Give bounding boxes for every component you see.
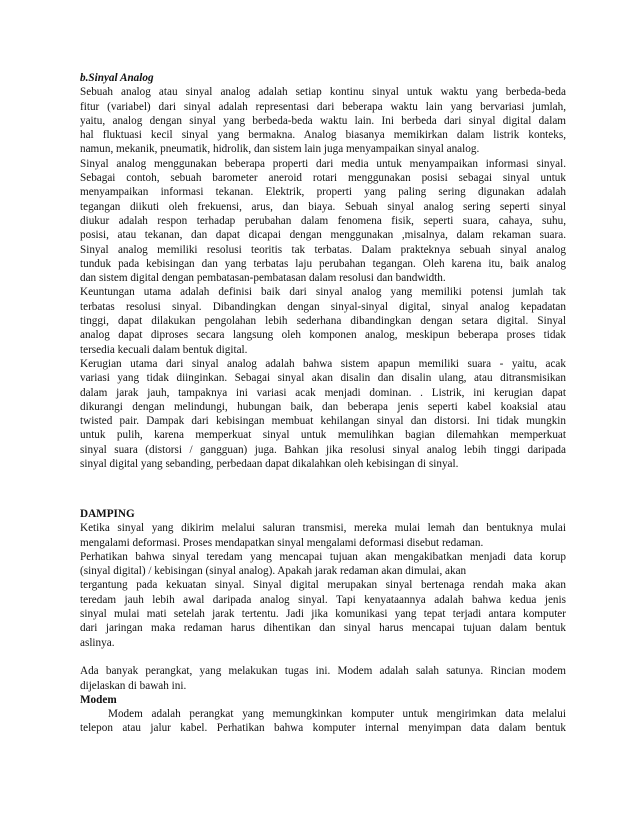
paragraph-line: twisted pair. Dampak dari kebisingan membuat kehilangan sinyal dan distorsi. Ini tidak mungkin bbox=[80, 415, 566, 428]
paragraph-line: Modem adalah perangkat yang memungkinkan komputer untuk mengirimkan data melalui bbox=[108, 708, 566, 721]
paragraph-line: Sebagai contoh, sebuah barometer aneroid rotari menggunakan posisi sebagai sinyal untuk bbox=[80, 172, 566, 185]
paragraph-line: sinyal mulai mati setelah jarak tertentu. Jadi jika komunikasi yang tepat terjadi antara komputer bbox=[80, 608, 566, 621]
paragraph-line: Kerugian utama dari sinyal analog adalah bahwa sistem apapun memiliki suara - yaitu, acak bbox=[80, 357, 566, 370]
paragraph-line: dijelaskan di bawah ini. bbox=[80, 679, 187, 692]
paragraph-line: fitur (variabel) dari sinyal adalah representasi dari beberapa waktu lain yang bervariasi jumlah, bbox=[80, 100, 566, 113]
paragraph-line: Ada banyak perangkat, yang melakukan tugas ini. Modem adalah salah satunya. Rincian modem bbox=[80, 665, 566, 678]
paragraph-line: dalam jarak jauh, tampaknya ini variasi acak menjadi dominan. . Listrik, ini kerugian dapat bbox=[80, 386, 566, 399]
paragraph-line: Sebuah analog atau sinyal analog adalah setiap kontinu sinyal untuk waktu yang berbeda-beda bbox=[80, 86, 566, 99]
paragraph-line: Ketika sinyal yang dikirim melalui saluran transmisi, mereka mulai lemah dan bentuknya mulai bbox=[80, 522, 566, 535]
paragraph-line: diukur adalah respon terhadap perubahan dalam fenomena fisik, seperti suara, cahaya, suhu, bbox=[80, 214, 566, 227]
paragraph-line: sinyal suara (distorsi / gangguan) juga. Bahkan jika resolusi sinyal analog lebih tinggi daripada bbox=[80, 443, 566, 456]
section-heading: b.Sinyal Analog bbox=[80, 72, 154, 84]
paragraph-line: telepon atau jalur kabel. Perhatikan bahwa komputer internal menyimpan data dalam bentuk bbox=[80, 722, 566, 735]
paragraph-line: posisi, atau tekanan, dan dapat dicapai dengan menggunakan ,misalnya, dalam rekaman suara. bbox=[80, 229, 566, 242]
paragraph-line: Keuntungan utama adalah definisi baik dari sinyal analog yang memiliki potensi jumlah tak bbox=[80, 286, 566, 299]
paragraph-line: yaitu, analog dengan sinyal yang berbeda-beda waktu lain. Ini berbeda dari sinyal digital dalam bbox=[80, 114, 566, 127]
paragraph-line: tegangan diikuti oleh frekuensi, arus, dan biaya. Sebuah sinyal analog sering seperti sinyal bbox=[80, 200, 566, 213]
paragraph-line: dikurangi dengan melindungi, hubungan baik, dan beberapa jenis seperti kabel koaksial atau bbox=[80, 400, 566, 413]
paragraph-line: Perhatikan bahwa sinyal teredam yang mencapai tujuan akan mengakibatkan menjadi data korup bbox=[80, 550, 566, 563]
paragraph-line: tinggi, dapat dilakukan pengolahan lebih sederhana dibandingkan dengan setara digital. Sinyal bbox=[80, 315, 566, 328]
paragraph-line: Sinyal analog menggunakan beberapa properti dari media untuk menyampaikan informasi sinyal. bbox=[80, 157, 566, 170]
paragraph-line: tunduk pada kebisingan dan yang terbatas laju perubahan tegangan. Oleh karena itu, baik analog bbox=[80, 257, 566, 270]
paragraph-line: dan sistem digital dengan pembatasan-pembatasan dalam resolusi dan bandwidth. bbox=[80, 272, 446, 285]
paragraph-line: menyampaikan informasi tekanan. Elektrik, properti yang paling sering digunakan adalah bbox=[80, 186, 566, 199]
section-damping bbox=[80, 507, 566, 736]
paragraph-gap bbox=[80, 650, 566, 664]
paragraph-line: tergantung pada kekuatan sinyal. Sinyal digital merupakan sinyal bertenaga rendah maka akan bbox=[80, 579, 566, 592]
paragraph-line: terbatas resolusi sinyal. Dibandingkan dengan sinyal-sinyal digital, sinyal analog kepadatan bbox=[80, 300, 566, 313]
paragraph-line: sinyal digital yang sebanding, perbedaan dapat dikalahkan oleh kebisingan di sinyal. bbox=[80, 458, 459, 471]
section-sinyal-analog bbox=[80, 71, 566, 471]
paragraph-line: mengalami deformasi. Proses mendapatkan sinyal mengalami deformasi disebut redaman. bbox=[80, 536, 484, 549]
paragraph-line: hal fluktuasi kecil sinyal yang bermakna. Analog biasanya memikirkan dalam listrik konteks, bbox=[80, 129, 566, 142]
paragraph-line: untuk pulih, karena memperkuat sinyal untuk memulihkan bagian dilemahkan memperkuat bbox=[80, 429, 566, 442]
section-heading: Modem bbox=[80, 693, 117, 706]
paragraph-line: aslinya. bbox=[80, 636, 115, 649]
paragraph-line: variasi yang tidak diinginkan. Sebagai sinyal akan disalin dan disalin ulang, atau ditransmisikan bbox=[80, 372, 566, 385]
paragraph-line: tersedia kecuali dalam bentuk digital. bbox=[80, 343, 248, 356]
paragraph-line: Sinyal analog memiliki resolusi teoritis tak terbatas. Dalam prakteknya sebuah sinyal analog bbox=[80, 243, 566, 256]
paragraph-line: namun, mekanik, pneumatik, hidrolik, dan sistem lain juga menyampaikan sinyal analog. bbox=[80, 143, 480, 156]
paragraph-line: (sinyal digital) / kebisingan (sinyal analog). Apakah jarak redaman akan dimulai, akan bbox=[80, 565, 467, 578]
section-heading: DAMPING bbox=[80, 508, 135, 520]
paragraph-line: teredam jauh lebih awal daripada analog sinyal. Tapi kenyataannya adalah bahwa kedua jenis bbox=[80, 593, 566, 606]
paragraph-line: analog dapat diproses secara langsung oleh komponen analog, meskipun beberapa proses tidak bbox=[80, 329, 566, 342]
paragraph-line: dari jaringan maka redaman harus dihentikan dan sinyal harus mencapai tujuan dalam bentuk bbox=[80, 622, 566, 635]
